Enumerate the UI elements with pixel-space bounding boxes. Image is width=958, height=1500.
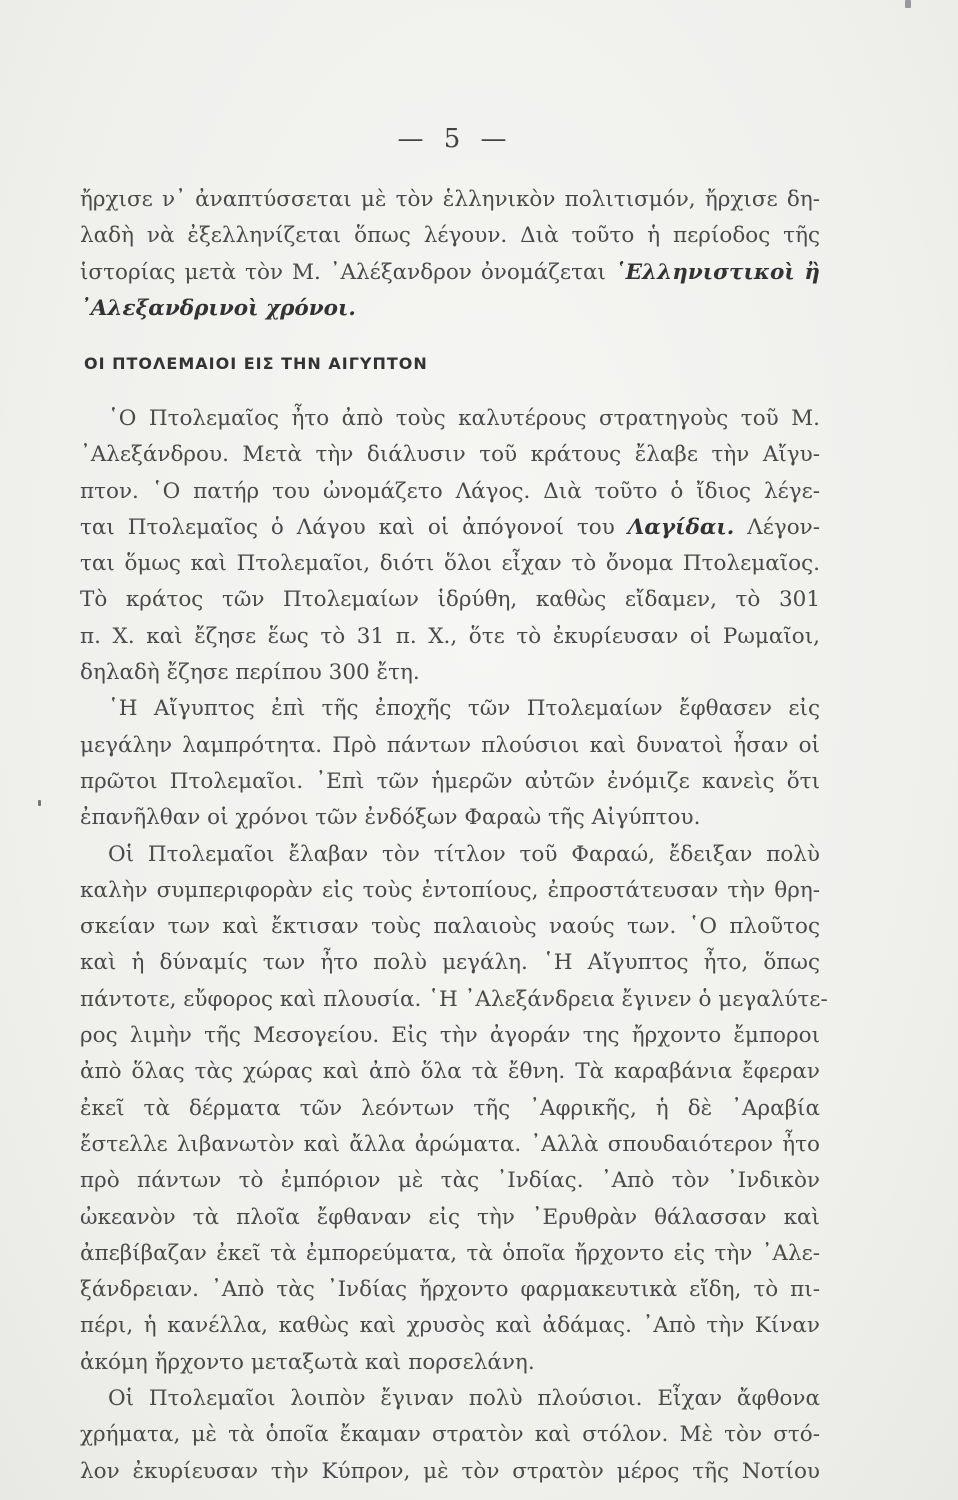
text-line (80, 1018, 820, 1054)
body-text (80, 401, 828, 1490)
text-line (80, 764, 820, 800)
text-line (80, 800, 820, 836)
text-line (80, 1163, 820, 1199)
line-text: ται Πτολεμαῖος ὁ Λάγου καὶ οἱ ἀπόγονοί του (80, 514, 628, 540)
text-line (80, 474, 820, 510)
line-text: χρήματα, μὲ τὰ ὁποῖα ἔκαμαν στρατὸν καὶ στόλον. Μὲ τὸν στό- (80, 1422, 820, 1448)
text-line (80, 182, 820, 218)
text-line (80, 982, 828, 1018)
line-text: ται ὅμως καὶ Πτολεμαῖοι, διότι ὅλοι εἶχαν τὸ ὄνομα Πτολεμαῖος. (80, 551, 820, 577)
text-line (80, 909, 820, 945)
page-number: — 5 — (397, 124, 513, 154)
line-text: πέρι, ἡ κανέλλα, καθὼς καὶ χρυσὸς καὶ ἀδάμας. ᾿Απὸ τὴν Κίναν (80, 1313, 820, 1339)
line-text: πτον. ῾Ο πατήρ του ὠνομάζετο Λάγος. Διὰ τοῦτο ὁ ἴδιος λέγε- (80, 478, 820, 504)
text-line (80, 1308, 820, 1344)
line-text: Οἱ Πτολεμαῖοι ἔλαβαν τὸν τίτλον τοῦ Φαραώ, ἔδειξαν πολὺ (108, 841, 820, 867)
line-text: ἀκόμη ἤρχοντο μεταξωτὰ καὶ πορσελάνη. (80, 1349, 535, 1375)
line-text: λαδὴ νὰ ἐξελληνίζεται ὅπως λέγουν. Διὰ τοῦτο ἡ περίοδος τῆς (80, 223, 820, 249)
text-line (80, 546, 820, 582)
line-text: πρὸ πάντων τὸ ἐμπόριον μὲ τὰς ᾿Ινδίας. ᾿Απὸ τὸν ᾿Ινδικὸν (80, 1168, 820, 1194)
text-line (80, 582, 820, 618)
text-line (80, 1272, 820, 1308)
intro-paragraph (80, 182, 820, 327)
line-text: ἱστορίας μετὰ τὸν Μ. ᾿Αλέξανδρον ὀνομάζεται (80, 259, 615, 285)
line-text: μεγάλην λαμπρότητα. Πρὸ πάντων πλούσιοι καὶ δυνατοὶ ἦσαν οἱ (80, 732, 820, 758)
line-text: ἐκεῖ τὰ δέρματα τῶν λεόντων τῆς ᾿Αφρικῆς, ἡ δὲ ᾿Αραβία (80, 1095, 820, 1121)
line-text: ὠκεανὸν τὰ πλοῖα ἔφθαναν εἰς τὴν ᾿Ερυθρὰν θάλασσαν καὶ (80, 1204, 820, 1230)
line-text: π. Χ. καὶ ἔζησε ἕως τὸ 31 π. Χ., ὅτε τὸ ἐκυρίευσαν οἱ Ρωμαῖοι, (80, 623, 820, 649)
text-line (80, 728, 820, 764)
section-heading: ΟΙ ΠΤΟΛΕΜΑΙΟΙ ΕΙΣ ΤΗΝ ΑΙΓΥΠΤΟΝ (84, 354, 428, 373)
text-line (80, 1345, 820, 1381)
text-line (80, 837, 820, 873)
line-text: ξάνδρειαν. ᾿Απὸ τὰς ᾿Ινδίας ἤρχοντο φαρμακευτικὰ εἴδη, τὸ πι- (80, 1277, 820, 1303)
ink-speck (38, 800, 41, 806)
text-line (80, 619, 820, 655)
text-line (80, 437, 820, 473)
line-text: ἀπὸ ὅλας τὰς χώρας καὶ ἀπὸ ὅλα τὰ ἔθνη. Τὰ καραβάνια ἔφεραν (80, 1059, 820, 1085)
bold-term: ᾿Αλεξανδρινοὶ χρόνοι. (80, 295, 356, 321)
line-text: ρος λιμὴν τῆς Μεσογείου. Εἰς τὴν ἀγοράν της ἤρχοντο ἔμποροι (80, 1023, 820, 1049)
bold-term: ῾Ελληνιστικοὶ ἢ (614, 259, 820, 285)
text-line (80, 255, 820, 291)
line-text: ἤρχισε ν᾿ ἀναπτύσσεται μὲ τὸν ἑλληνικὸν πολιτισμόν, ἤρχισε δη- (80, 187, 820, 212)
line-text: Τὸ κράτος τῶν Πτολεμαίων ἱδρύθη, καθὼς εἴδαμεν, τὸ 301 (80, 587, 820, 613)
text-line (80, 401, 820, 437)
line-text: πάντοτε, εὔφορος καὶ πλουσία. ῾Η ᾿Αλεξάνδρεια ἔγινεν ὁ μεγαλύτε- (80, 986, 828, 1012)
line-text: καὶ ἡ δύναμίς των ἦτο πολὺ μεγάλη. ῾Η Αἴγυπτος ἦτο, ὅπως (80, 950, 820, 976)
ink-speck (905, 0, 911, 8)
text-line (80, 1200, 820, 1236)
line-text: Οἱ Πτολεμαῖοι λοιπὸν ἔγιναν πολὺ πλούσιοι. Εἶχαν ἄφθονα (108, 1386, 820, 1412)
line-text: ἀπεβίβαζαν ἐκεῖ τὰ ἐμπορεύματα, τὰ ὁποῖα ἤρχοντο εἰς τὴν ᾿Αλε- (80, 1240, 820, 1266)
line-text: σκείαν των καὶ ἔκτισαν τοὺς παλαιοὺς ναούς των. ῾Ο πλοῦτος (80, 914, 820, 940)
line-text: ᾿Αλεξάνδρου. Μετὰ τὴν διάλυσιν τοῦ κράτους ἔλαβε τὴν Αἴγυ- (80, 442, 820, 468)
bold-term: Λαγίδαι. (627, 514, 735, 540)
line-text: Λέγον- (734, 514, 820, 540)
line-text: πρῶτοι Πτολεμαῖοι. ᾿Επὶ τῶν ἡμερῶν αὐτῶν ἐνόμιζε κανεὶς ὅτι (80, 768, 820, 794)
text-line (80, 1236, 820, 1272)
text-line (80, 1091, 820, 1127)
text-line (80, 691, 820, 727)
text-line (80, 218, 820, 254)
text-line (80, 1054, 820, 1090)
line-text: λον ἐκυρίευσαν τὴν Κύπρον, μὲ τὸν στρατὸν μέρος τῆς Νοτίου (80, 1458, 820, 1484)
text-line (80, 291, 820, 327)
text-line (80, 1127, 820, 1163)
text-line (80, 1454, 820, 1490)
text-line (80, 510, 820, 546)
line-text: καλὴν συμπεριφορὰν εἰς τοὺς ἐντοπίους, ἐπροστάτευσαν τὴν θρη- (80, 877, 820, 903)
text-line (80, 1417, 820, 1453)
line-text: δηλαδὴ ἔζησε περίπου 300 ἔτη. (80, 660, 420, 686)
text-line (80, 1381, 820, 1417)
line-text: ἔστελλε λιβανωτὸν καὶ ἄλλα ἀρώματα. ᾿Αλλὰ σπουδαιότερον ἦτο (80, 1131, 820, 1157)
text-line (80, 873, 820, 909)
line-text: ἐπανῆλθαν οἱ χρόνοι τῶν ἐνδόξων Φαραὼ τῆς Αἰγύπτου. (80, 805, 701, 831)
text-line (80, 655, 820, 691)
text-line (80, 945, 820, 981)
line-text: ῾Η Αἴγυπτος ἐπὶ τῆς ἐποχῆς τῶν Πτολεμαίων ἔφθασεν εἰς (108, 696, 820, 722)
line-text: ῾Ο Πτολεμαῖος ἦτο ἀπὸ τοὺς καλυτέρους στρατηγοὺς τοῦ Μ. (108, 406, 820, 431)
